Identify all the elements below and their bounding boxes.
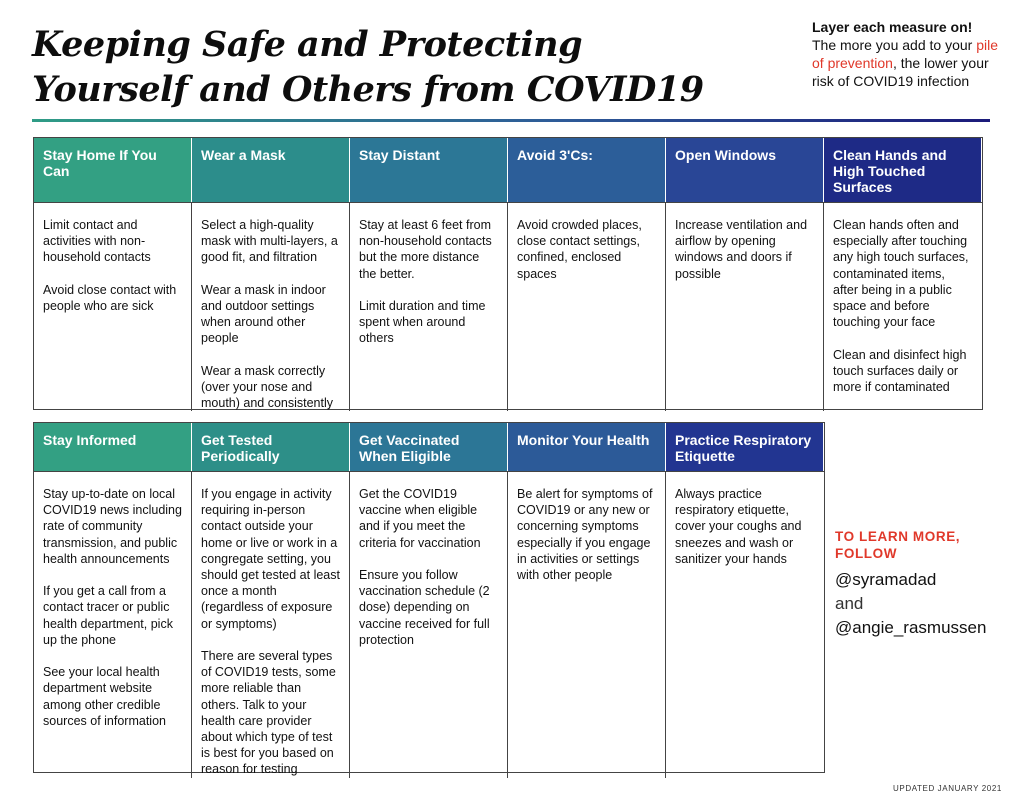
- page-title: [32, 22, 792, 112]
- body-stay-home: Limit contact and activities with non-household contacts Avoid close contact with people who are sick: [34, 202, 192, 411]
- measures-table-top: [33, 137, 983, 410]
- side-note-text-before: The more you add to your: [812, 37, 977, 53]
- measures-table-bottom: [33, 422, 825, 777]
- header-wear-mask: Wear a Mask: [192, 138, 350, 202]
- body-stay-distant: Stay at least 6 feet from non-household contacts but the more distance the better. Limit duration and time spent when around others: [350, 202, 508, 411]
- body-respiratory-etiquette: Always practice respiratory etiquette, cover your coughs and sneezes and wash or sanitizer your hands: [666, 471, 824, 778]
- side-note-text: [812, 36, 1012, 90]
- updated-date: UPDATED JANUARY 2021: [893, 784, 1002, 793]
- twitter-handle-syramadad[interactable]: @syramadad: [835, 570, 937, 589]
- body-monitor-health: Be alert for symptoms of COVID19 or any new or concerning symptoms especially if you engage in activities or settings with other people: [508, 471, 666, 778]
- side-note: [812, 18, 1012, 90]
- header-monitor-health: Monitor Your Health: [508, 423, 666, 471]
- header-stay-distant: Stay Distant: [350, 138, 508, 202]
- header-respiratory-etiquette: Practice Respiratory Etiquette: [666, 423, 824, 471]
- body-stay-informed: Stay up-to-date on local COVID19 news including rate of community transmission, and public health announcements If you get a call from a contact tracer or public health department, pick up the phone See your local health department website among other credible sources of information: [34, 471, 192, 778]
- body-wear-mask: Select a high-quality mask with multi-layers, a good fit, and filtration Wear a mask in indoor and outdoor settings when around other people Wear a mask correctly (over your nose and mouth) and consistently: [192, 202, 350, 411]
- body-get-tested: If you engage in activity requiring in-person contact outside your home or live or work in a congregate setting, you should get tested at least once a month (regardless of exposure or symptoms) There are several types of COVID19 tests, some more reliable than others. Talk to your health care provider about which type of test is best for you based on reason for testing: [192, 471, 350, 778]
- title-line-2: Yourself and Others from COVID19: [32, 69, 704, 110]
- header-avoid-3cs: Avoid 3'Cs:: [508, 138, 666, 202]
- twitter-handle-angie-rasmussen[interactable]: @angie_rasmussen: [835, 618, 987, 637]
- body-clean-hands: Clean hands often and especially after touching any high touch surfaces, contaminated items, after being in a public space and before touching your face Clean and disinfect high touch surfaces daily or more if contaminated: [824, 202, 982, 411]
- body-avoid-3cs: Avoid crowded places, close contact settings, confined, enclosed spaces: [508, 202, 666, 411]
- header-get-vaccinated: Get Vaccinated When Eligible: [350, 423, 508, 471]
- side-note-highlight: pile of prevention: [812, 37, 998, 71]
- header-open-windows: Open Windows: [666, 138, 824, 202]
- side-note-lead: Layer each measure on!: [812, 19, 973, 35]
- header-stay-informed: Stay Informed: [34, 423, 192, 471]
- and-label: and: [835, 594, 864, 613]
- gradient-divider: [32, 119, 990, 122]
- learn-more-cta: TO LEARN MORE, FOLLOW: [835, 529, 961, 561]
- side-note-text-after: , the lower your risk of COVID19 infection: [812, 55, 989, 89]
- learn-more: [835, 528, 1015, 640]
- body-get-vaccinated: Get the COVID19 vaccine when eligible and if you meet the criteria for vaccination Ensure you follow vaccination schedule (2 dose) depending on vaccine received for full protection: [350, 471, 508, 778]
- header-clean-hands: Clean Hands and High Touched Surfaces: [824, 138, 982, 202]
- body-open-windows: Increase ventilation and airflow by opening windows and doors if possible: [666, 202, 824, 411]
- header-stay-home: Stay Home If You Can: [34, 138, 192, 202]
- title-line-1: Keeping Safe and Protecting: [32, 24, 583, 65]
- header-get-tested: Get Tested Periodically: [192, 423, 350, 471]
